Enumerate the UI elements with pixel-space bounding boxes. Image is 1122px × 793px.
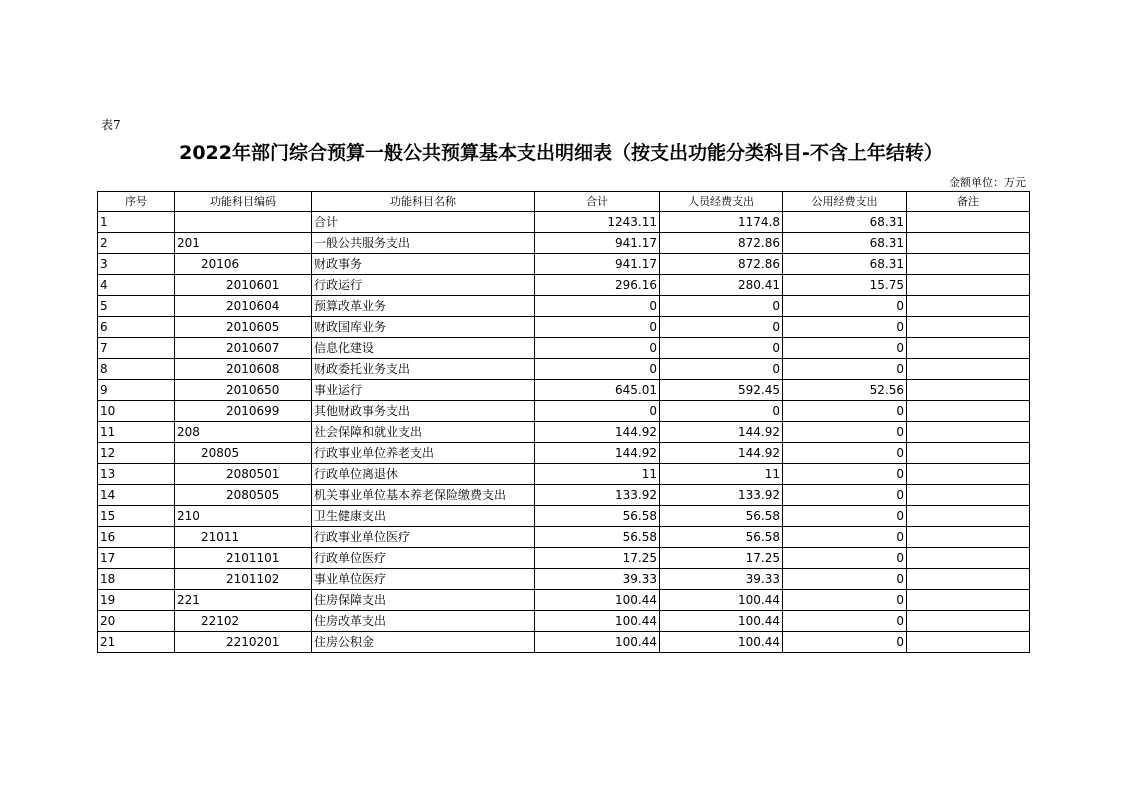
table-row [98,464,1030,485]
cell-remark [907,380,1030,401]
cell-public: 0 [783,485,907,506]
cell-seq: 21 [98,632,175,653]
cell-name: 住房公积金 [312,632,535,653]
table-row [98,338,1030,359]
cell-name: 行政单位离退休 [312,464,535,485]
header-code: 功能科目编码 [175,192,312,212]
cell-name: 财政事务 [312,254,535,275]
cell-remark [907,632,1030,653]
table-row [98,275,1030,296]
cell-remark [907,317,1030,338]
cell-code: 201 [175,233,312,254]
cell-remark [907,611,1030,632]
cell-personnel: 0 [660,401,783,422]
cell-personnel: 133.92 [660,485,783,506]
table-row [98,527,1030,548]
cell-seq: 9 [98,380,175,401]
cell-public: 0 [783,338,907,359]
cell-name: 行政单位医疗 [312,548,535,569]
cell-total: 133.92 [535,485,660,506]
cell-total: 11 [535,464,660,485]
cell-public: 0 [783,569,907,590]
cell-total: 100.44 [535,632,660,653]
header-total: 合计 [535,192,660,212]
cell-name: 合计 [312,212,535,233]
page-title: 2022年部门综合预算一般公共预算基本支出明细表（按支出功能分类科目-不含上年结转） [179,142,943,164]
cell-code: 2010608 [175,359,312,380]
cell-remark [907,527,1030,548]
cell-seq: 17 [98,548,175,569]
cell-code: 21011 [175,527,312,548]
cell-remark [907,296,1030,317]
cell-personnel: 17.25 [660,548,783,569]
cell-public: 0 [783,401,907,422]
cell-public: 15.75 [783,275,907,296]
table-row [98,296,1030,317]
cell-personnel: 100.44 [660,590,783,611]
cell-remark [907,569,1030,590]
cell-name: 信息化建设 [312,338,535,359]
cell-seq: 18 [98,569,175,590]
table-row [98,548,1030,569]
cell-seq: 10 [98,401,175,422]
cell-remark [907,359,1030,380]
cell-total: 39.33 [535,569,660,590]
cell-name: 社会保障和就业支出 [312,422,535,443]
cell-total: 100.44 [535,611,660,632]
cell-personnel: 0 [660,317,783,338]
cell-code: 210 [175,506,312,527]
cell-public: 0 [783,611,907,632]
cell-name: 财政国库业务 [312,317,535,338]
cell-seq: 16 [98,527,175,548]
cell-remark [907,443,1030,464]
cell-personnel: 872.86 [660,233,783,254]
cell-personnel: 592.45 [660,380,783,401]
cell-code: 2080501 [175,464,312,485]
cell-personnel: 11 [660,464,783,485]
cell-name: 机关事业单位基本养老保险缴费支出 [312,485,535,506]
header-name: 功能科目名称 [312,192,535,212]
cell-seq: 4 [98,275,175,296]
cell-total: 645.01 [535,380,660,401]
cell-code [175,212,312,233]
cell-personnel: 144.92 [660,422,783,443]
cell-total: 0 [535,296,660,317]
cell-code: 221 [175,590,312,611]
cell-name: 事业单位医疗 [312,569,535,590]
cell-seq: 14 [98,485,175,506]
cell-total: 0 [535,359,660,380]
cell-total: 941.17 [535,254,660,275]
cell-name: 预算改革业务 [312,296,535,317]
header-seq: 序号 [98,192,175,212]
cell-total: 144.92 [535,443,660,464]
table-row [98,317,1030,338]
table-row [98,485,1030,506]
header-personnel: 人员经费支出 [660,192,783,212]
cell-seq: 6 [98,317,175,338]
cell-seq: 13 [98,464,175,485]
table-row [98,611,1030,632]
cell-total: 17.25 [535,548,660,569]
cell-remark [907,401,1030,422]
table-row [98,380,1030,401]
cell-personnel: 872.86 [660,254,783,275]
cell-remark [907,338,1030,359]
cell-code: 2080505 [175,485,312,506]
table-row [98,401,1030,422]
cell-seq: 1 [98,212,175,233]
cell-seq: 12 [98,443,175,464]
cell-code: 20805 [175,443,312,464]
cell-remark [907,590,1030,611]
cell-code: 2101102 [175,569,312,590]
cell-name: 住房改革支出 [312,611,535,632]
table-row [98,359,1030,380]
cell-code: 22102 [175,611,312,632]
cell-name: 行政运行 [312,275,535,296]
table-row [98,506,1030,527]
cell-personnel: 56.58 [660,527,783,548]
cell-seq: 8 [98,359,175,380]
cell-seq: 11 [98,422,175,443]
cell-remark [907,254,1030,275]
cell-public: 0 [783,317,907,338]
cell-personnel: 100.44 [660,611,783,632]
cell-public: 0 [783,464,907,485]
table-body [98,212,1030,653]
table-row [98,590,1030,611]
cell-remark [907,506,1030,527]
cell-name: 一般公共服务支出 [312,233,535,254]
cell-code: 2210201 [175,632,312,653]
cell-seq: 19 [98,590,175,611]
cell-total: 941.17 [535,233,660,254]
cell-public: 52.56 [783,380,907,401]
cell-remark [907,275,1030,296]
cell-public: 68.31 [783,212,907,233]
cell-total: 0 [535,317,660,338]
cell-public: 0 [783,527,907,548]
table-row [98,254,1030,275]
cell-personnel: 0 [660,296,783,317]
cell-remark [907,422,1030,443]
table-header-row [98,192,1030,212]
cell-total: 0 [535,401,660,422]
cell-personnel: 56.58 [660,506,783,527]
cell-public: 0 [783,590,907,611]
cell-total: 144.92 [535,422,660,443]
cell-public: 0 [783,506,907,527]
cell-personnel: 39.33 [660,569,783,590]
cell-remark [907,212,1030,233]
cell-remark [907,548,1030,569]
cell-name: 住房保障支出 [312,590,535,611]
cell-public: 68.31 [783,254,907,275]
cell-total: 100.44 [535,590,660,611]
cell-code: 2010607 [175,338,312,359]
cell-total: 1243.11 [535,212,660,233]
cell-total: 56.58 [535,527,660,548]
budget-table [97,191,1030,653]
header-remark: 备注 [907,192,1030,212]
cell-public: 0 [783,422,907,443]
cell-personnel: 144.92 [660,443,783,464]
cell-seq: 3 [98,254,175,275]
cell-personnel: 0 [660,359,783,380]
cell-code: 208 [175,422,312,443]
table-row [98,443,1030,464]
table-row [98,233,1030,254]
cell-code: 2010699 [175,401,312,422]
cell-seq: 20 [98,611,175,632]
cell-seq: 7 [98,338,175,359]
cell-seq: 2 [98,233,175,254]
cell-total: 56.58 [535,506,660,527]
cell-name: 卫生健康支出 [312,506,535,527]
cell-personnel: 0 [660,338,783,359]
cell-public: 0 [783,359,907,380]
cell-personnel: 1174.8 [660,212,783,233]
cell-code: 2010605 [175,317,312,338]
cell-public: 0 [783,296,907,317]
cell-code: 2010650 [175,380,312,401]
header-public: 公用经费支出 [783,192,907,212]
cell-seq: 15 [98,506,175,527]
cell-public: 0 [783,548,907,569]
cell-name: 事业运行 [312,380,535,401]
table-row [98,569,1030,590]
unit-label: 金额单位：万元 [949,176,1026,189]
cell-public: 0 [783,632,907,653]
cell-remark [907,233,1030,254]
cell-code: 2101101 [175,548,312,569]
cell-code: 2010604 [175,296,312,317]
cell-total: 296.16 [535,275,660,296]
cell-public: 0 [783,443,907,464]
table-row [98,422,1030,443]
cell-name: 行政事业单位医疗 [312,527,535,548]
table-row [98,632,1030,653]
cell-code: 2010601 [175,275,312,296]
cell-name: 行政事业单位养老支出 [312,443,535,464]
cell-personnel: 100.44 [660,632,783,653]
cell-name: 财政委托业务支出 [312,359,535,380]
table-label: 表7 [101,118,121,132]
cell-public: 68.31 [783,233,907,254]
cell-total: 0 [535,338,660,359]
table-row [98,212,1030,233]
cell-name: 其他财政事务支出 [312,401,535,422]
cell-seq: 5 [98,296,175,317]
cell-personnel: 280.41 [660,275,783,296]
cell-code: 20106 [175,254,312,275]
cell-remark [907,464,1030,485]
cell-remark [907,485,1030,506]
